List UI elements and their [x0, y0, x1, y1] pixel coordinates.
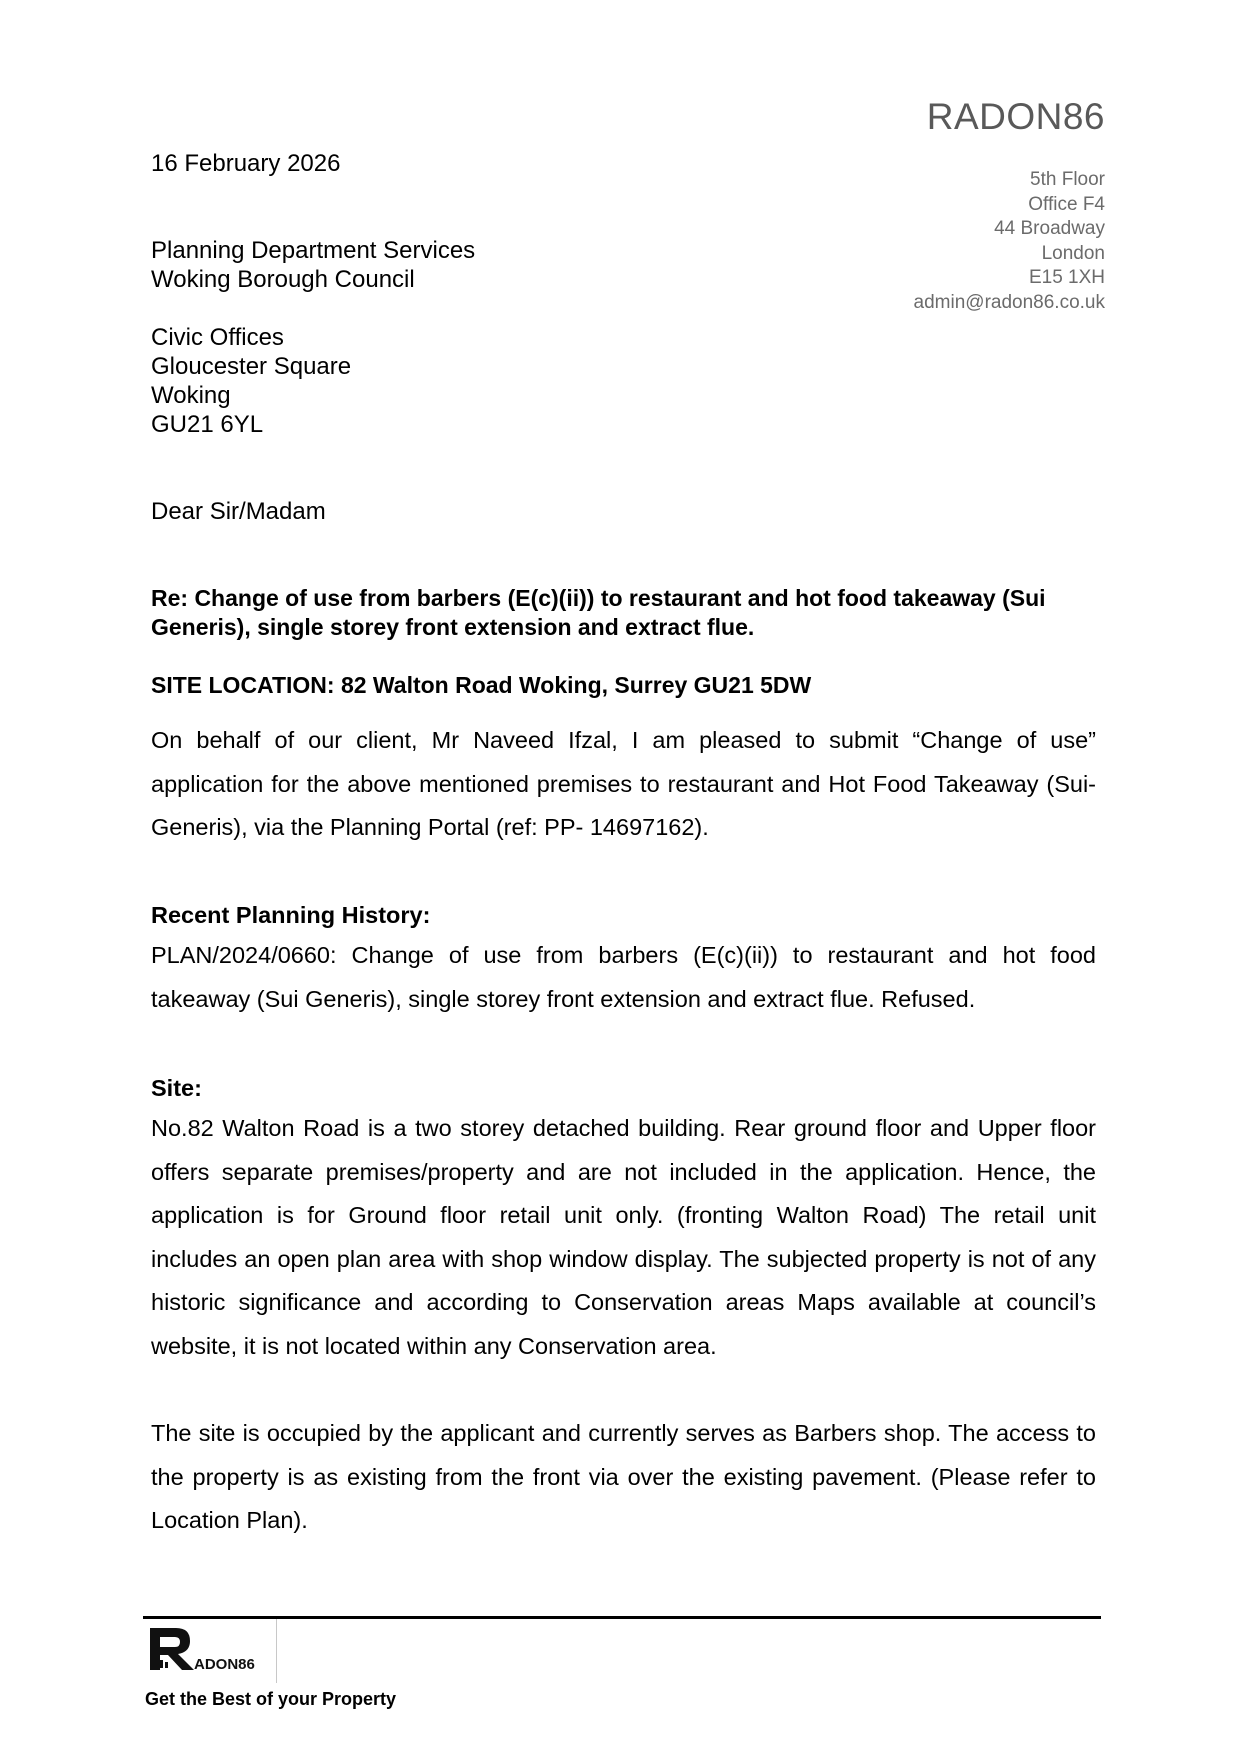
- site-location: SITE LOCATION: 82 Walton Road Woking, Surrey GU21 5DW: [151, 672, 812, 698]
- history-paragraph: PLAN/2024/0660: Change of use from barbers (E(c)(ii)) to restaurant and hot food takeaway (Sui Generis), single storey front extension and extract flue. Refused.: [151, 942, 1096, 1012]
- subject-line: Re: Change of use from barbers (E(c)(ii)) to restaurant and hot food takeaway (Sui Generis), single storey front extension and extract flue.: [151, 585, 1046, 640]
- recipient-line: Woking Borough Council: [151, 266, 415, 293]
- address-line: London: [1041, 242, 1105, 264]
- recipient-line: Planning Department Services: [151, 237, 476, 264]
- recipient-address-line: GU21 6YL: [151, 411, 264, 438]
- address-email: admin@radon86.co.uk: [913, 291, 1105, 313]
- footer-separator: [276, 1619, 277, 1683]
- address-line: 5th Floor: [1030, 169, 1105, 190]
- letter-date: 16 February 2026: [151, 150, 341, 177]
- salutation: Dear Sir/Madam: [151, 498, 326, 525]
- letterhead-brand: RADON86: [926, 96, 1105, 137]
- intro-paragraph: On behalf of our client, Mr Naveed Ifzal, I am pleased to submit “Change of use” application for the above mentioned premises to restaurant and Hot Food Takeaway (Sui-Generis), via the Planning Portal (ref: PP- 14697162).: [151, 727, 1096, 840]
- history-heading: Recent Planning History:: [151, 902, 431, 928]
- address-line: E15 1XH: [1028, 267, 1105, 288]
- recipient-name: [151, 236, 475, 294]
- recipient-address-line: Woking: [151, 382, 231, 409]
- recipient-address-line: Civic Offices: [151, 324, 284, 351]
- site-paragraph: No.82 Walton Road is a two storey detached building. Rear ground floor and Upper floor offers separate premises/property and are not included in the application. Hence, the application is for Ground floor retail unit only. (fronting Walton Road) The retail unit includes an open plan area with shop window display. The subjected property is not of any historic significance and according to Conservation areas Maps available at council’s website, it is not located within any Conservation area.: [151, 1115, 1096, 1359]
- recipient-address: [151, 323, 351, 439]
- footer-tagline: Get the Best of your Property: [145, 1689, 397, 1709]
- letterhead-address: [914, 168, 1105, 315]
- footer-divider: [143, 1616, 1101, 1619]
- logo-text: ADON86: [194, 1656, 255, 1672]
- site-access-paragraph: The site is occupied by the applicant and currently serves as Barbers shop. The access to the property is as existing from the front via over the existing pavement. (Please refer to Location Plan).: [151, 1420, 1096, 1533]
- radon86-logo: [146, 1624, 274, 1672]
- radon86-logo-icon: [146, 1624, 274, 1672]
- site-heading: Site:: [151, 1075, 202, 1101]
- recipient-address-line: Gloucester Square: [151, 353, 352, 380]
- address-line: Office F4: [1028, 193, 1105, 215]
- address-line: 44 Broadway: [994, 218, 1105, 239]
